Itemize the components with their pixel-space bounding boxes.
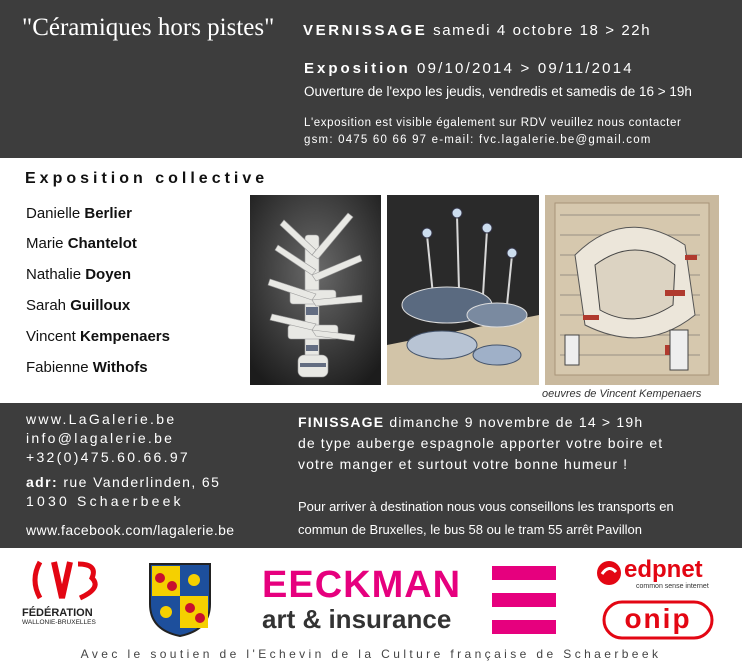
ceramic-photo-sculpture bbox=[545, 195, 719, 385]
header-band bbox=[0, 0, 742, 158]
address-line: adr: rue Vanderlinden, 65 bbox=[26, 474, 221, 490]
fwb-logo bbox=[20, 558, 120, 640]
opening-hours: Ouverture de l'expo les jeudis, vendredis et samedis de 16 > 19h bbox=[304, 84, 692, 99]
exposition-line bbox=[304, 60, 634, 77]
fwb-subname: WALLONIE-BRUXELLES bbox=[22, 619, 96, 626]
contact-line: gsm: 0475 60 66 97 e-mail: fvc.lagalerie.be@gmail.com bbox=[304, 134, 652, 146]
edpnet-logo bbox=[596, 558, 716, 594]
rdv-note: L'exposition est visible également sur RDV veuillez nous contacter bbox=[304, 117, 682, 129]
finissage-label: FINISSAGE bbox=[298, 414, 385, 430]
eeckman-logo bbox=[262, 566, 462, 636]
eeckman-name: EECKMAN bbox=[262, 564, 462, 606]
exhibition-title: "Céramiques hors pistes" bbox=[22, 14, 275, 41]
exposition-dates: 09/10/2014 > 09/11/2014 bbox=[417, 60, 634, 77]
onip-name: onip bbox=[624, 603, 692, 634]
eeckman-bars-icon bbox=[492, 566, 556, 634]
ceramic-photo-boats bbox=[387, 195, 539, 385]
ceramic-photo-tree bbox=[250, 195, 381, 385]
vernissage-label: VERNISSAGE bbox=[303, 22, 428, 39]
artist-name: Nathalie Doyen bbox=[26, 266, 132, 283]
email-link[interactable]: info@lagalerie.be bbox=[26, 430, 175, 446]
address-label: adr: bbox=[26, 474, 59, 490]
artist-name: Marie Chantelot bbox=[26, 235, 137, 252]
vernissage-line bbox=[303, 22, 651, 39]
edpnet-swirl-icon bbox=[596, 560, 622, 586]
onip-logo bbox=[602, 600, 714, 640]
transport-text: Pour arriver à destination nous vous conseillons les transports en bbox=[298, 499, 674, 514]
collective-heading: Exposition collective bbox=[25, 170, 269, 187]
artist-name: Sarah Guilloux bbox=[26, 297, 131, 314]
website-link[interactable]: www.LaGalerie.be bbox=[26, 411, 177, 427]
edpnet-tagline: common sense internet bbox=[636, 583, 709, 590]
facebook-link[interactable]: www.facebook.com/lagalerie.be bbox=[26, 522, 235, 538]
transport-text: commun de Bruxelles, le bus 58 ou le tram 55 arrêt Pavillon bbox=[298, 522, 642, 537]
finissage-text: votre manger et surtout votre bonne humeur ! bbox=[298, 456, 629, 472]
support-credit: Avec le soutien de l'Echevin de la Culture française de Schaerbeek bbox=[80, 647, 662, 661]
eeckman-tagline: art & insurance bbox=[262, 604, 452, 634]
photo-caption: oeuvres de Vincent Kempenaers bbox=[542, 388, 702, 400]
artist-name: Fabienne Withofs bbox=[26, 359, 148, 376]
fwb-name: FÉDÉRATION bbox=[22, 607, 93, 619]
edpnet-name: edpnet bbox=[624, 556, 703, 583]
artist-name: Vincent Kempenaers bbox=[26, 328, 170, 345]
exposition-label: Exposition bbox=[304, 60, 411, 77]
finissage-text: de type auberge espagnole apporter votre boire et bbox=[298, 435, 664, 451]
phone-number: +32(0)475.60.66.97 bbox=[26, 449, 191, 465]
vernissage-date: samedi 4 octobre 18 > 22h bbox=[433, 22, 652, 39]
finissage-line: FINISSAGE dimanche 9 novembre de 14 > 19h bbox=[298, 414, 644, 430]
schaerbeek-crest-icon bbox=[146, 560, 214, 638]
address-city: 1030 Schaerbeek bbox=[26, 493, 184, 509]
artist-name: Danielle Berlier bbox=[26, 205, 132, 222]
info-band bbox=[0, 403, 742, 548]
